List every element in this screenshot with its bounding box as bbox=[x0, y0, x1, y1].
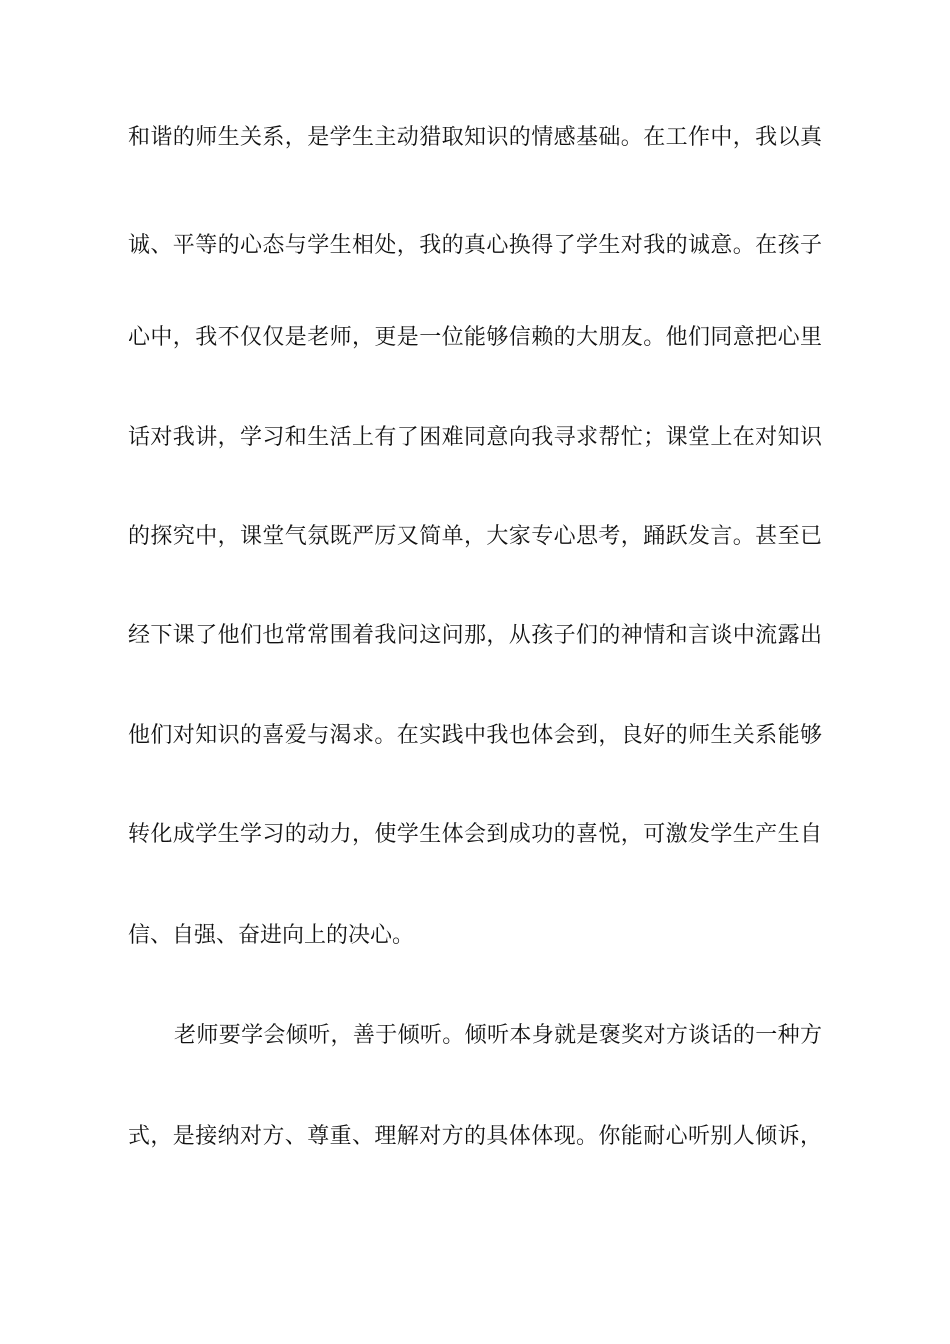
text-line: 他们对知识的喜爱与渴求。在实践中我也体会到，良好的师生关系能够 bbox=[128, 723, 822, 748]
text-line: 话对我讲，学习和生活上有了困难同意向我寻求帮忙；课堂上在对知识 bbox=[128, 425, 822, 450]
text-line: 诚、平等的心态与学生相处，我的真心换得了学生对我的诚意。在孩子 bbox=[128, 233, 822, 258]
text-line: 式，是接纳对方、尊重、理解对方的具体体现。你能耐心听别人倾诉， bbox=[128, 1124, 822, 1149]
text-line: 的探究中，课堂气氛既严厉又简单，大家专心思考，踊跃发言。甚至已 bbox=[128, 524, 822, 549]
text-line: 和谐的师生关系，是学生主动猎取知识的情感基础。在工作中，我以真 bbox=[128, 125, 822, 150]
text-line: 心中，我不仅仅是老师，更是一位能够信赖的大朋友。他们同意把心里 bbox=[128, 325, 822, 350]
text-line: 转化成学生学习的动力，使学生体会到成功的喜悦，可激发学生产生自 bbox=[128, 822, 822, 847]
text-line: 经下课了他们也常常围着我问这问那，从孩子们的神情和言谈中流露出 bbox=[128, 623, 822, 648]
text-line-indented: 老师要学会倾听，善于倾听。倾听本身就是褒奖对方谈话的一种方 bbox=[174, 1023, 822, 1048]
text-line: 信、自强、奋进向上的决心。 bbox=[128, 923, 415, 948]
